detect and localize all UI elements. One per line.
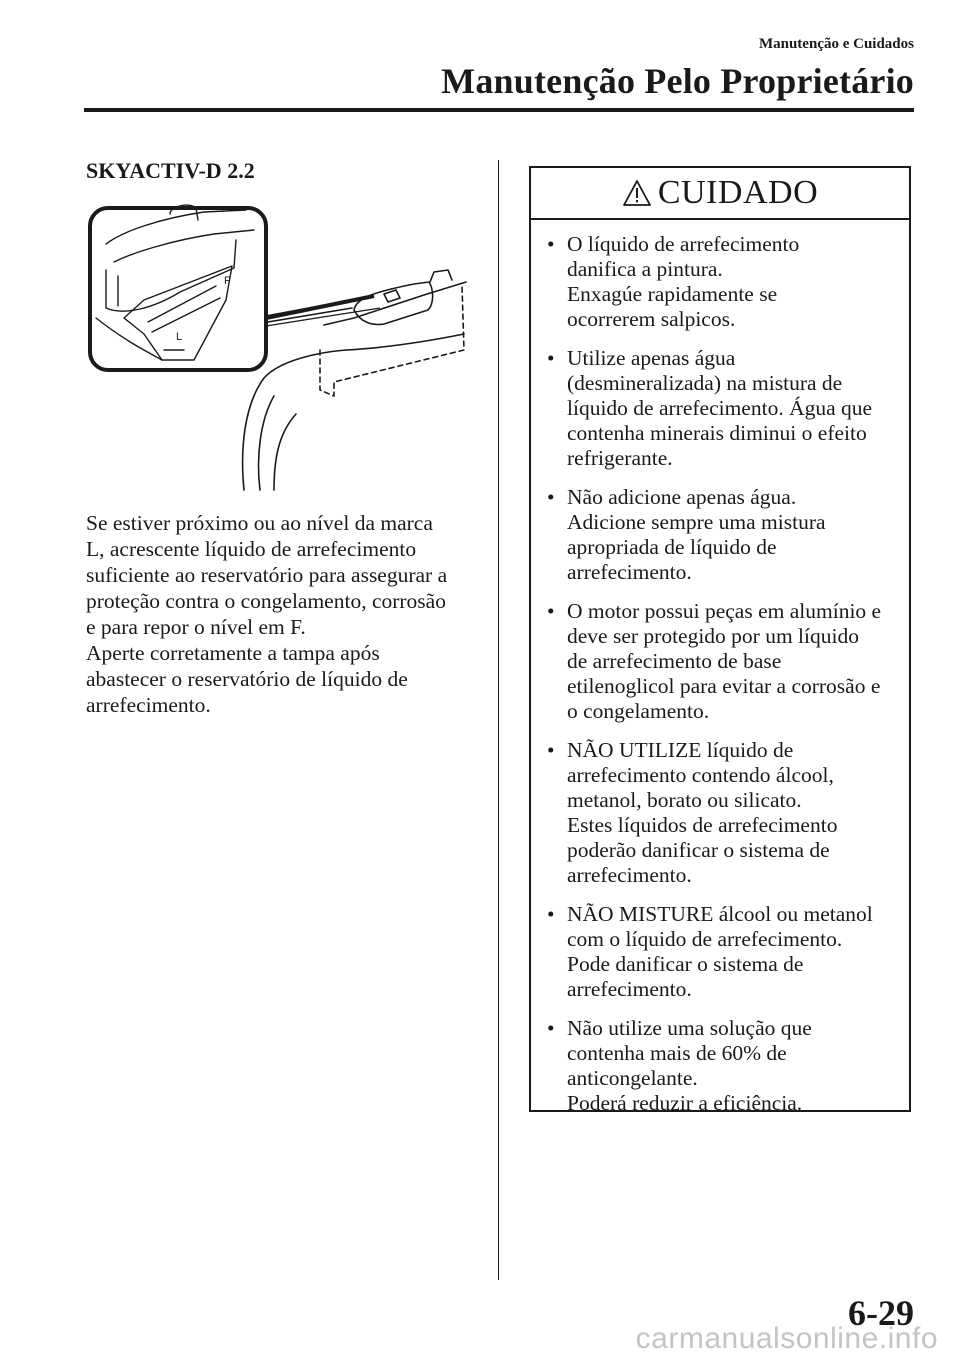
caution-item-line: contenha mais de 60% de	[567, 1041, 787, 1065]
caution-item-line: NÃO UTILIZE líquido de	[567, 738, 794, 762]
caution-item-line: arrefecimento.	[567, 560, 692, 584]
page-number: 6-29	[848, 1293, 914, 1333]
watermark: carmanualsonline.info	[635, 1322, 938, 1355]
section-heading: SKYACTIV-D 2.2	[86, 158, 255, 183]
caution-item-line: Enxagúe rapidamente se	[567, 282, 778, 306]
caution-item	[541, 1016, 899, 1116]
caution-item-line: danifica a pintura.	[567, 257, 723, 281]
bullet-icon: •	[547, 902, 555, 926]
caution-title: CUIDADO	[657, 174, 819, 211]
bullet-icon: •	[547, 738, 555, 762]
caution-item-line: contenha minerais diminui o efeito	[567, 421, 867, 445]
bullet-icon: •	[547, 599, 555, 623]
caution-item-line: apropriada de líquido de	[567, 535, 777, 559]
caution-item-line: Pode danificar o sistema de	[567, 952, 804, 976]
column-divider	[498, 160, 499, 1280]
bullet-icon: •	[547, 1016, 555, 1040]
body-line: arrefecimento.	[86, 693, 211, 717]
body-line: Se estiver próximo ou ao nível da marca	[86, 511, 433, 535]
caution-item-line: o congelamento.	[567, 699, 710, 723]
caution-item-line: Adicione sempre uma mistura	[567, 510, 826, 534]
caution-item-line: anticongelante.	[567, 1066, 698, 1090]
body-line: L, acrescente líquido de arrefecimento	[86, 537, 417, 561]
body-line: suficiente ao reservatório para assegurar a	[86, 563, 448, 587]
level-mark-low: L	[176, 331, 183, 343]
caution-header	[531, 168, 909, 220]
caution-item-line: arrefecimento.	[567, 977, 692, 1001]
caution-item	[541, 599, 899, 724]
caution-item-line: arrefecimento.	[567, 863, 692, 887]
caution-item-line: O motor possui peças em alumínio e	[567, 599, 882, 623]
caution-item	[541, 902, 899, 1002]
caution-item-line: metanol, borato ou silicato.	[567, 788, 802, 812]
caution-item-line: NÃO MISTURE álcool ou metanol	[567, 902, 873, 926]
caution-item-line: Poderá reduzir a eficiência.	[567, 1091, 803, 1115]
caution-item-line: arrefecimento contendo álcool,	[567, 763, 834, 787]
body-line: abastecer o reservatório de líquido de	[86, 667, 408, 691]
caution-box	[529, 166, 911, 1115]
caution-item-line: líquido de arrefecimento. Água que	[567, 396, 873, 420]
caution-list	[531, 220, 909, 1116]
caution-item-line: deve ser protegido por um líquido	[567, 624, 859, 648]
caution-item-line: Não utilize uma solução que	[567, 1016, 812, 1040]
page-title: Manutenção Pelo Proprietário	[441, 61, 914, 101]
caution-item-line: refrigerante.	[567, 446, 673, 470]
caution-item	[541, 346, 899, 471]
body-line: Aperte corretamente a tampa após	[86, 641, 380, 665]
caution-item-line: com o líquido de arrefecimento.	[567, 927, 843, 951]
caution-item	[541, 232, 899, 332]
level-mark-full: F	[224, 275, 231, 287]
caution-item-line: (desmineralizada) na mistura de	[567, 371, 843, 395]
bullet-icon: •	[547, 346, 555, 370]
bullet-icon: •	[547, 485, 555, 509]
coolant-reservoir-illustration	[84, 200, 484, 496]
body-line: proteção contra o congelamento, corrosão	[86, 589, 446, 613]
caution-item-line: etilenoglicol para evitar a corrosão e	[567, 674, 881, 698]
coolant-instructions	[86, 510, 486, 718]
caution-item-line: O líquido de arrefecimento	[567, 232, 800, 256]
caution-item	[541, 485, 899, 585]
bullet-icon: •	[547, 232, 555, 256]
caution-item-line: Utilize apenas água	[567, 346, 736, 370]
magnified-inset	[90, 208, 266, 370]
caution-item-line: Não adicione apenas água.	[567, 485, 797, 509]
caution-item	[541, 738, 899, 888]
header-rule	[84, 108, 914, 112]
body-line: e para repor o nível em F.	[86, 615, 306, 639]
caution-item-line: poderão danificar o sistema de	[567, 838, 830, 862]
caution-item-line: Estes líquidos de arrefecimento	[567, 813, 838, 837]
caution-item-line: ocorrerem salpicos.	[567, 307, 736, 331]
warning-triangle-icon	[622, 179, 652, 207]
header-chapter: Manutenção e Cuidados	[758, 36, 914, 52]
caution-item-line: de arrefecimento de base	[567, 649, 782, 673]
